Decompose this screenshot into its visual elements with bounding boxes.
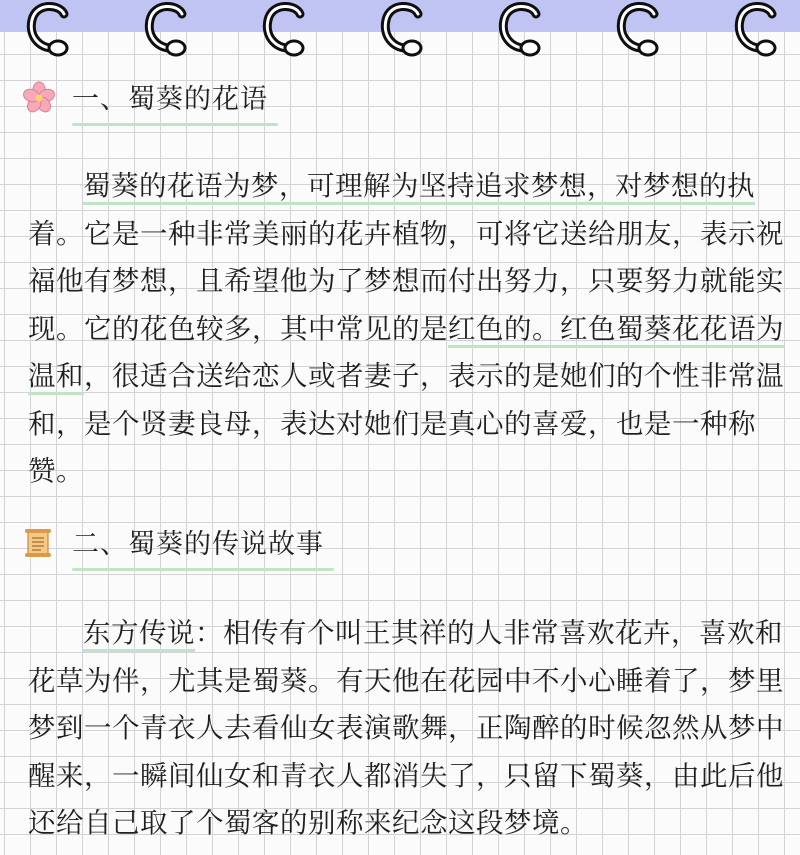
paragraph-text: ：相传有个叫王其祥的人非常喜欢花卉，喜欢和花草为伴，尤其是蜀葵。有天他在花园中不小心睡着了，梦里梦到一个青衣人去看仙女表演歌舞，正陶醉的时候忽然从梦中醒来，一瞬间仙女和青衣人都消失了，只留下蜀葵，由此后他还给自己取了个蜀客的别称来纪念这段梦境。 [28, 617, 784, 839]
binder-ring [376, 0, 436, 62]
section-heading-1 [22, 80, 268, 116]
scroll-icon [22, 526, 56, 560]
section-title-1: 一、蜀葵的花语 [72, 77, 268, 120]
highlight-phrase: 蜀葵的花语为梦，可理解为坚持追求梦想，对梦想的执 [83, 170, 755, 205]
cherry-blossom-icon [22, 81, 56, 115]
binder-ring [140, 0, 200, 62]
binder-ring [730, 0, 790, 62]
highlight-phrase: 东方传说 [83, 617, 195, 652]
paragraph-text: ，很适合送给恋人或者妻子，表示的是她们的个性非常温和，是个贤妻良母，表达对她们是真心的喜爱，也是一种称赞。 [28, 360, 784, 487]
section-paragraph-2 [28, 610, 788, 848]
section-heading-2 [22, 525, 324, 561]
binder-ring [22, 0, 82, 62]
paragraph-text: 着。它是一种非常美丽的花卉植物，可将它送给朋友，表示祝福他有梦想，且希望他为了梦想而付出努力，只要努力就能实现。它的花色较多，其中常见的是 [28, 217, 784, 345]
binder-ring [258, 0, 318, 62]
highlight-phrase: 红色的。红色蜀葵花花语为温和 [28, 313, 784, 396]
binder-ring [612, 0, 672, 62]
binder-ring [494, 0, 554, 62]
section-paragraph-1 [28, 163, 788, 496]
section-title-2: 二、蜀葵的传说故事 [72, 522, 324, 565]
